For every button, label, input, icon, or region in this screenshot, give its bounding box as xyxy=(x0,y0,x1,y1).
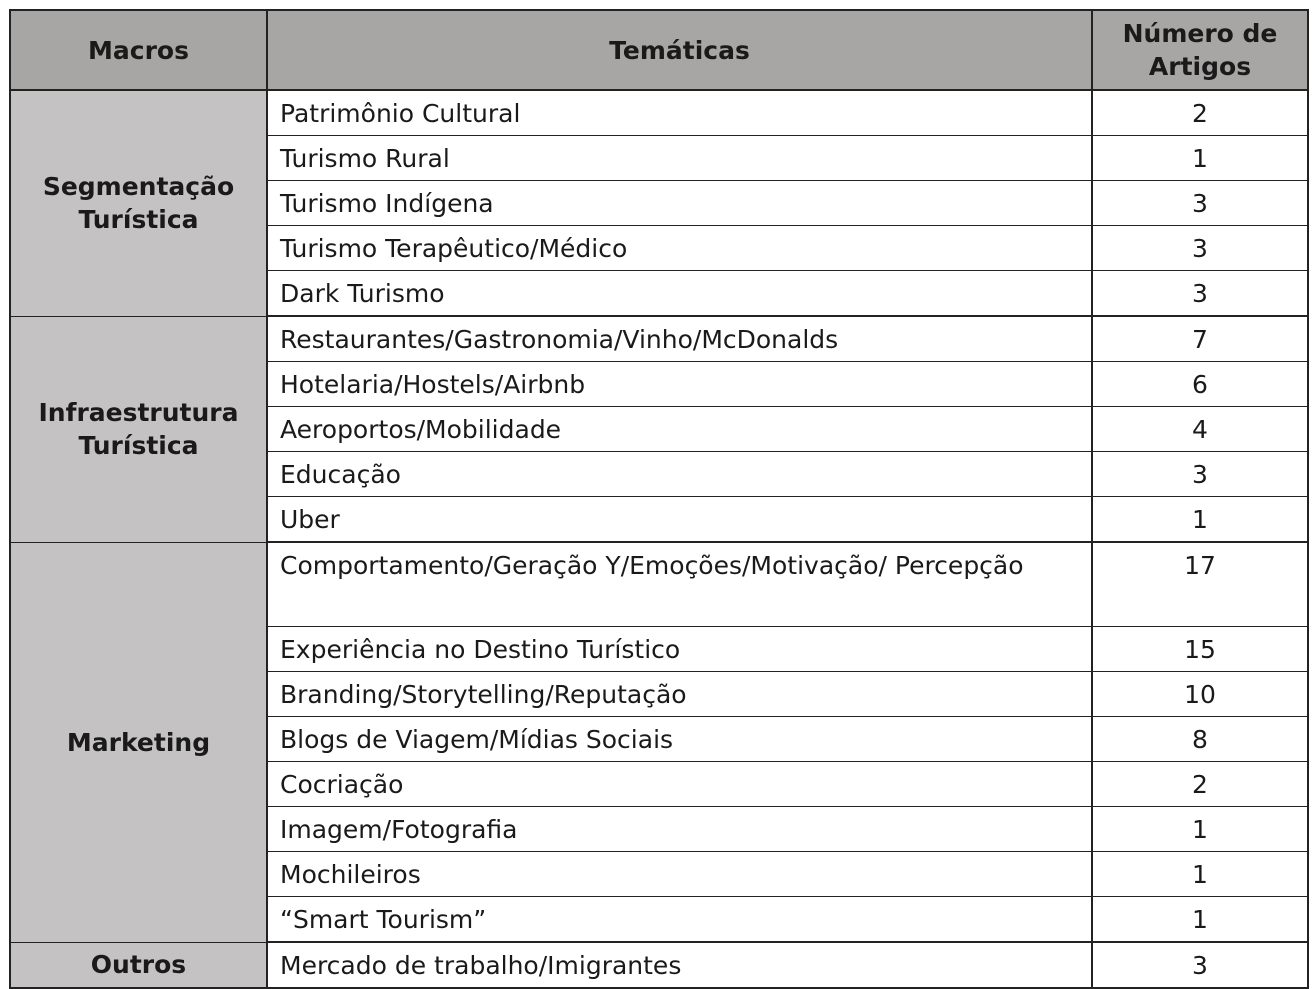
tema-cell: Patrimônio Cultural xyxy=(267,90,1092,136)
num-cell: 6 xyxy=(1092,362,1308,407)
macro-cell: Segmentação Turística xyxy=(10,90,267,316)
tema-cell: Imagem/Fotografia xyxy=(267,807,1092,852)
tema-cell: Comportamento/Geração Y/Emoções/Motivação/ Percepção xyxy=(267,542,1092,627)
num-cell: 3 xyxy=(1092,452,1308,497)
tema-cell: Educação xyxy=(267,452,1092,497)
tema-cell: “Smart Tourism” xyxy=(267,897,1092,943)
num-cell: 3 xyxy=(1092,181,1308,226)
num-cell: 17 xyxy=(1092,542,1308,627)
num-cell: 4 xyxy=(1092,407,1308,452)
num-cell: 1 xyxy=(1092,136,1308,181)
num-cell: 8 xyxy=(1092,717,1308,762)
header-numero-artigos: Número de Artigos xyxy=(1092,10,1308,90)
tema-cell: Blogs de Viagem/Mídias Sociais xyxy=(267,717,1092,762)
tema-cell: Turismo Rural xyxy=(267,136,1092,181)
table-row xyxy=(10,942,1308,988)
tema-cell: Aeroportos/Mobilidade xyxy=(267,407,1092,452)
header-macros: Macros xyxy=(10,10,267,90)
num-cell: 2 xyxy=(1092,762,1308,807)
tema-cell: Mochileiros xyxy=(267,852,1092,897)
table-row xyxy=(10,542,1308,627)
num-cell: 15 xyxy=(1092,627,1308,672)
macro-cell: Marketing xyxy=(10,542,267,942)
tema-cell: Hotelaria/Hostels/Airbnb xyxy=(267,362,1092,407)
macro-cell: Infraestrutura Turística xyxy=(10,316,267,542)
table-row xyxy=(10,316,1308,362)
num-cell: 1 xyxy=(1092,807,1308,852)
num-cell: 3 xyxy=(1092,226,1308,271)
num-cell: 10 xyxy=(1092,672,1308,717)
tema-cell: Turismo Indígena xyxy=(267,181,1092,226)
tema-cell: Turismo Terapêutico/Médico xyxy=(267,226,1092,271)
num-cell: 7 xyxy=(1092,316,1308,362)
articles-table xyxy=(9,9,1309,989)
num-cell: 1 xyxy=(1092,497,1308,543)
num-cell: 2 xyxy=(1092,90,1308,136)
tema-cell: Mercado de trabalho/Imigrantes xyxy=(267,942,1092,988)
tema-cell: Cocriação xyxy=(267,762,1092,807)
tema-cell: Restaurantes/Gastronomia/Vinho/McDonalds xyxy=(267,316,1092,362)
tema-cell: Branding/Storytelling/Reputação xyxy=(267,672,1092,717)
num-cell: 1 xyxy=(1092,852,1308,897)
table-row xyxy=(10,90,1308,136)
header-row xyxy=(10,10,1308,90)
header-tematicas: Temáticas xyxy=(267,10,1092,90)
tema-cell: Dark Turismo xyxy=(267,271,1092,317)
num-cell: 3 xyxy=(1092,942,1308,988)
tema-cell: Uber xyxy=(267,497,1092,543)
num-cell: 3 xyxy=(1092,271,1308,317)
tema-cell: Experiência no Destino Turístico xyxy=(267,627,1092,672)
num-cell: 1 xyxy=(1092,897,1308,943)
macro-cell: Outros xyxy=(10,942,267,988)
